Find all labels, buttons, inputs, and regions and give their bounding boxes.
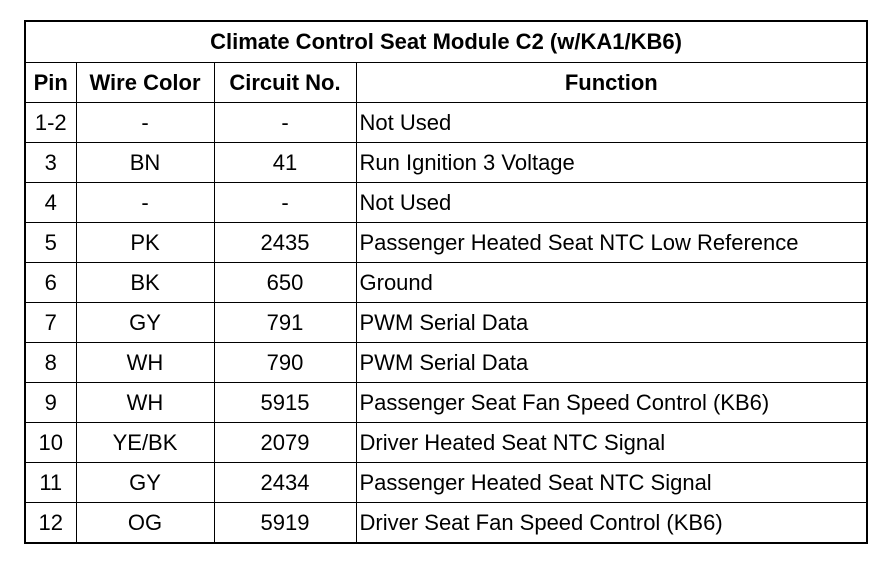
cell-function: Driver Heated Seat NTC Signal xyxy=(356,423,867,463)
table-row xyxy=(25,263,867,303)
cell-function: Not Used xyxy=(356,103,867,143)
cell-circuit: 790 xyxy=(214,343,356,383)
table-row xyxy=(25,103,867,143)
cell-function: Not Used xyxy=(356,183,867,223)
cell-pin: 9 xyxy=(25,383,76,423)
header-circuit: Circuit No. xyxy=(214,63,356,103)
header-function: Function xyxy=(356,63,867,103)
cell-circuit: 2079 xyxy=(214,423,356,463)
cell-pin: 4 xyxy=(25,183,76,223)
cell-pin: 7 xyxy=(25,303,76,343)
table-row xyxy=(25,143,867,183)
table-row xyxy=(25,183,867,223)
cell-wire-color: WH xyxy=(76,383,214,423)
cell-circuit: 791 xyxy=(214,303,356,343)
cell-pin: 6 xyxy=(25,263,76,303)
header-pin: Pin xyxy=(25,63,76,103)
cell-wire-color: - xyxy=(76,103,214,143)
cell-wire-color: BK xyxy=(76,263,214,303)
table-row xyxy=(25,503,867,544)
table-row xyxy=(25,343,867,383)
cell-function: Passenger Heated Seat NTC Signal xyxy=(356,463,867,503)
cell-function: PWM Serial Data xyxy=(356,303,867,343)
cell-function: PWM Serial Data xyxy=(356,343,867,383)
cell-function: Passenger Heated Seat NTC Low Reference xyxy=(356,223,867,263)
header-wire-color: Wire Color xyxy=(76,63,214,103)
cell-function: Ground xyxy=(356,263,867,303)
pinout-table xyxy=(24,20,868,544)
cell-wire-color: GY xyxy=(76,303,214,343)
table-row xyxy=(25,383,867,423)
cell-wire-color: GY xyxy=(76,463,214,503)
table-title-row xyxy=(25,21,867,63)
table-header-row xyxy=(25,63,867,103)
cell-wire-color: - xyxy=(76,183,214,223)
cell-circuit: 650 xyxy=(214,263,356,303)
cell-function: Passenger Seat Fan Speed Control (KB6) xyxy=(356,383,867,423)
cell-pin: 8 xyxy=(25,343,76,383)
cell-pin: 1-2 xyxy=(25,103,76,143)
table-row xyxy=(25,463,867,503)
cell-wire-color: BN xyxy=(76,143,214,183)
cell-circuit: 2435 xyxy=(214,223,356,263)
cell-circuit: 41 xyxy=(214,143,356,183)
cell-pin: 3 xyxy=(25,143,76,183)
table-title: Climate Control Seat Module C2 (w/KA1/KB6) xyxy=(25,21,867,63)
cell-function: Driver Seat Fan Speed Control (KB6) xyxy=(356,503,867,544)
cell-circuit: - xyxy=(214,103,356,143)
cell-pin: 12 xyxy=(25,503,76,544)
cell-circuit: 2434 xyxy=(214,463,356,503)
cell-wire-color: WH xyxy=(76,343,214,383)
cell-pin: 5 xyxy=(25,223,76,263)
cell-wire-color: YE/BK xyxy=(76,423,214,463)
cell-circuit: 5919 xyxy=(214,503,356,544)
cell-circuit: 5915 xyxy=(214,383,356,423)
cell-circuit: - xyxy=(214,183,356,223)
table-row xyxy=(25,423,867,463)
table-row xyxy=(25,303,867,343)
cell-wire-color: OG xyxy=(76,503,214,544)
cell-wire-color: PK xyxy=(76,223,214,263)
table-row xyxy=(25,223,867,263)
cell-pin: 10 xyxy=(25,423,76,463)
cell-function: Run Ignition 3 Voltage xyxy=(356,143,867,183)
cell-pin: 11 xyxy=(25,463,76,503)
